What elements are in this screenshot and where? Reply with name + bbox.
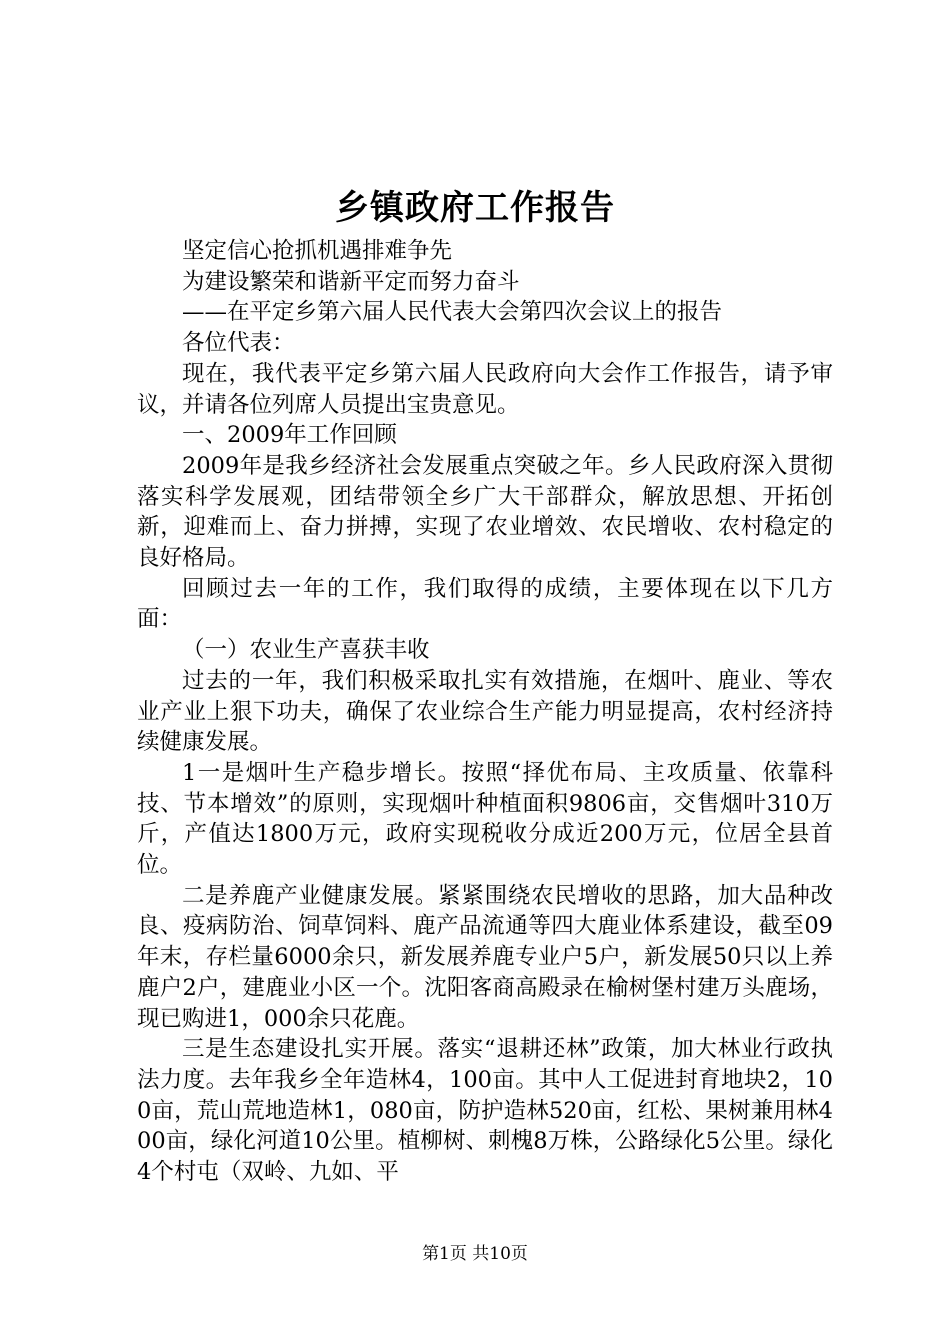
paragraph: 2009年是我乡经济社会发展重点突破之年。乡人民政府深入贯彻落实科学发展观，团结带领全乡广大干部群众，解放思想、开拓创新，迎难而上、奋力拼搏，实现了农业增效、农民增收、农村稳定的良好格局。 xyxy=(137,452,833,572)
salutation: 各位代表： xyxy=(182,330,295,357)
section-heading: 一、2009年工作回顾 xyxy=(182,422,397,449)
paragraph: 三是生态建设扎实开展。落实“退耕还林”政策，加大林业行政执法力度。去年我乡全年造林4，100亩。其中人工促进封育地块2，100亩，荒山荒地造林1，080亩，防护造林520亩，红松、果树兼用林400亩，绿化河道10公里。植柳树、刺槐8万株，公路绿化5公里。绿化4个村屯（双岭、九如、平 xyxy=(137,1036,833,1186)
paragraph: 回顾过去一年的工作，我们取得的成绩，主要体现在以下几方面： xyxy=(137,575,833,633)
document-title: 乡镇政府工作报告 xyxy=(335,188,615,228)
subsection-heading: （一）农业生产喜获丰收 xyxy=(182,637,430,664)
page-footer: 第1页 共10页 xyxy=(422,1244,528,1264)
subtitle-line-2: 为建设繁荣和谐新平定而努力奋斗 xyxy=(182,268,520,295)
paragraph: 二是养鹿产业健康发展。紧紧围绕农民增收的思路，加大品种改良、疫病防治、饲草饲料、鹿产品流通等四大鹿业体系建设，截至09年末，存栏量6000余只，新发展养鹿专业户5户，新发展50只以上养鹿户2户，建鹿业小区一个。沈阳客商高殿录在榆树堡村建万头鹿场，现已购进1，000余只花鹿。 xyxy=(137,882,833,1032)
paragraph: 现在，我代表平定乡第六届人民政府向大会作工作报告，请予审议，并请各位列席人员提出宝贵意见。 xyxy=(137,360,833,418)
paragraph: 过去的一年，我们积极采取扎实有效措施，在烟叶、鹿业、等农业产业上狠下功夫，确保了农业综合生产能力明显提高，农村经济持续健康发展。 xyxy=(137,667,833,756)
paragraph: 1一是烟叶生产稳步增长。按照“择优布局、主攻质量、依靠科技、节本增效”的原则，实现烟叶种植面积9806亩，交售烟叶310万斤，产值达1800万元，政府实现税收分成近200万元，位居全县首位。 xyxy=(137,759,833,879)
subtitle-line-1: 坚定信心抢抓机遇排难争先 xyxy=(182,238,453,264)
subtitle-line-3: ——在平定乡第六届人民代表大会第四次会议上的报告 xyxy=(182,299,723,326)
document-body xyxy=(137,236,833,1188)
